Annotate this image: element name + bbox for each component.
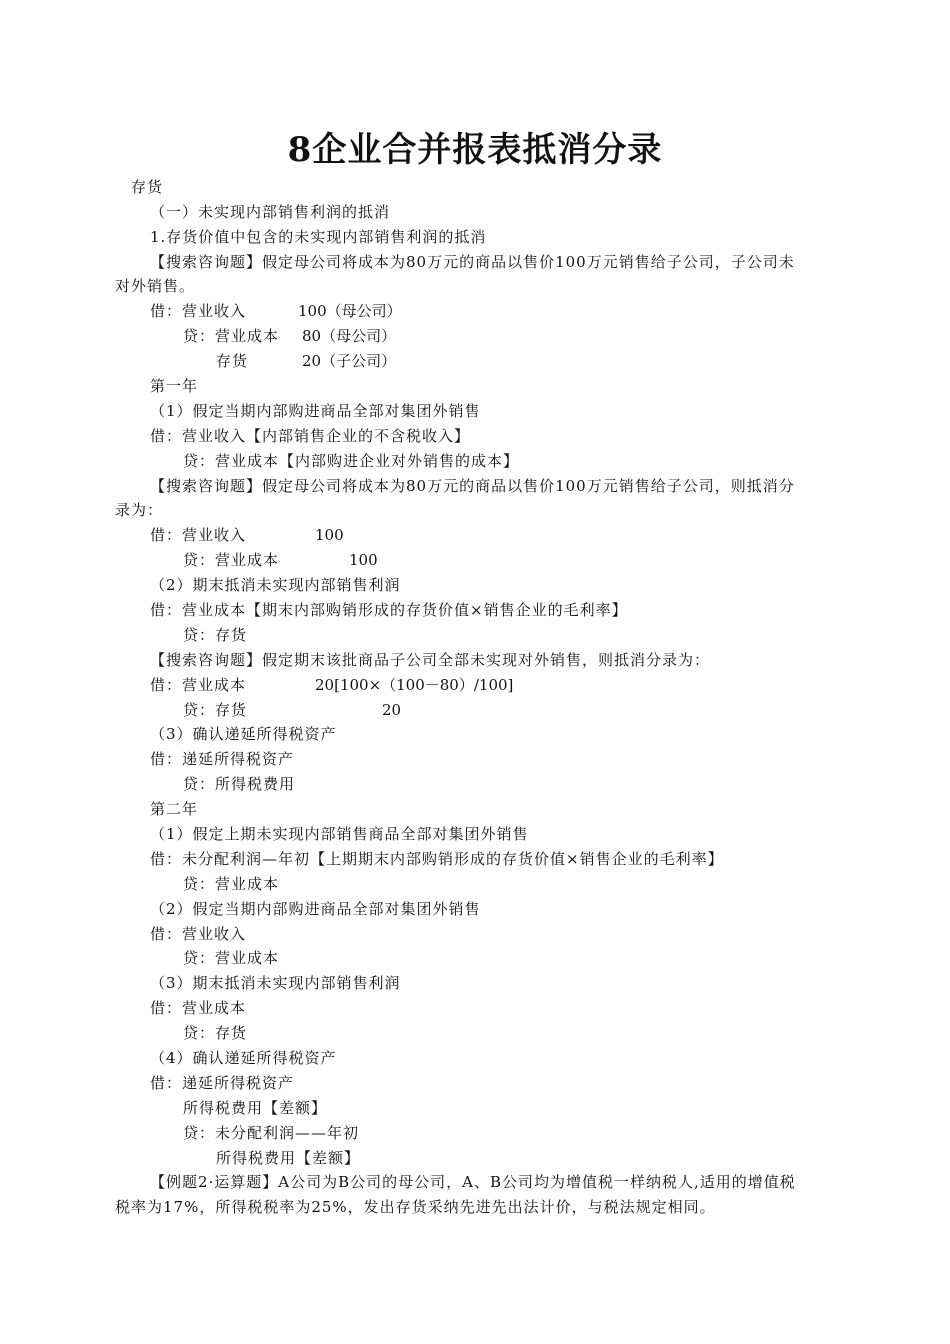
text-line: 1.存货价值中包含的未实现内部销售利润的抵消 — [150, 228, 487, 246]
text-line: 【搜索咨询题】假定母公司将成本为80万元的商品以售价100万元销售给子公司，则抵消分 — [150, 477, 795, 495]
text-line: 【例题2·运算题】A公司为B公司的母公司，A、B公司均为增值税一样纳税人,适用的增值税 — [150, 1173, 796, 1191]
text-line: （2）期末抵消未实现内部销售利润 — [150, 576, 401, 594]
document-title: 8企业合并报表抵消分录 — [287, 130, 663, 170]
text-line: 借：营业成本【期末内部购销形成的存货价值×销售企业的毛利率】 — [150, 601, 628, 619]
text-line: 借：递延所得税资产 — [150, 750, 295, 768]
text-line: 税率为17%，所得税税率为25%，发出存货采纳先进先出法计价，与税法规定相同。 — [115, 1198, 716, 1216]
amount: 100（母公司） — [298, 302, 402, 320]
amount: 100 — [315, 526, 344, 544]
amount: 20 — [382, 701, 402, 719]
text-line: 借：营业收入 — [150, 526, 247, 544]
text-line: 存货 — [131, 178, 164, 196]
text-line: 对外销售。 — [115, 277, 196, 295]
text-line: 贷：营业成本 — [183, 949, 280, 967]
text-line: 贷：营业成本 — [183, 327, 280, 345]
text-line: （3）期末抵消未实现内部销售利润 — [150, 974, 401, 992]
amount: 100 — [349, 551, 378, 569]
amount: 20（子公司） — [302, 352, 397, 370]
text-line: （2）假定当期内部购进商品全部对集团外销售 — [150, 900, 481, 918]
text-line: 贷：所得税费用 — [183, 775, 296, 793]
text-line: （4）确认递延所得税资产 — [150, 1049, 337, 1067]
text-line: 第一年 — [150, 377, 199, 395]
text-line: 借：未分配利润—年初【上期期末内部购销形成的存货价值×销售企业的毛利率】 — [150, 850, 724, 868]
text-line: 贷：存货 — [183, 626, 248, 644]
text-line: 贷：营业成本【内部购进企业对外销售的成本】 — [183, 452, 520, 470]
text-line: （1）假定当期内部购进商品全部对集团外销售 — [150, 402, 481, 420]
text-line: 所得税费用【差额】 — [216, 1149, 361, 1167]
text-line: 贷：营业成本 — [183, 551, 280, 569]
text-line: 第二年 — [150, 800, 199, 818]
text-line: 借：营业收入 — [150, 302, 247, 320]
text-line: 【搜索咨询题】假定期末该批商品子公司全部未实现对外销售，则抵消分录为： — [150, 651, 711, 669]
text-line: （1）假定上期未实现内部销售商品全部对集团外销售 — [150, 825, 529, 843]
text-line: 所得税费用【差额】 — [183, 1099, 328, 1117]
text-line: 贷：存货 — [183, 701, 248, 719]
text-line: （3）确认递延所得税资产 — [150, 725, 337, 743]
text-line: 贷：营业成本 — [183, 875, 280, 893]
text-line: 存货 — [216, 352, 249, 370]
text-line: 借：营业成本 — [150, 676, 247, 694]
text-line: 贷：未分配利润——年初 — [183, 1124, 360, 1142]
text-line: 贷：存货 — [183, 1024, 248, 1042]
text-line: （一）未实现内部销售利润的抵消 — [150, 203, 391, 221]
text-line: 借：递延所得税资产 — [150, 1074, 295, 1092]
text-line: 借：营业成本 — [150, 999, 247, 1017]
text-line: 借：营业收入 — [150, 925, 247, 943]
text-line: 录为： — [115, 501, 164, 519]
text-line: 借：营业收入【内部销售企业的不含税收入】 — [150, 427, 471, 445]
amount: 80（母公司） — [302, 327, 397, 345]
text-line: 【搜索咨询题】假定母公司将成本为80万元的商品以售价100万元销售给子公司，子公司未 — [150, 253, 795, 271]
amount: 20[100×（100－80）/100] — [315, 676, 514, 694]
